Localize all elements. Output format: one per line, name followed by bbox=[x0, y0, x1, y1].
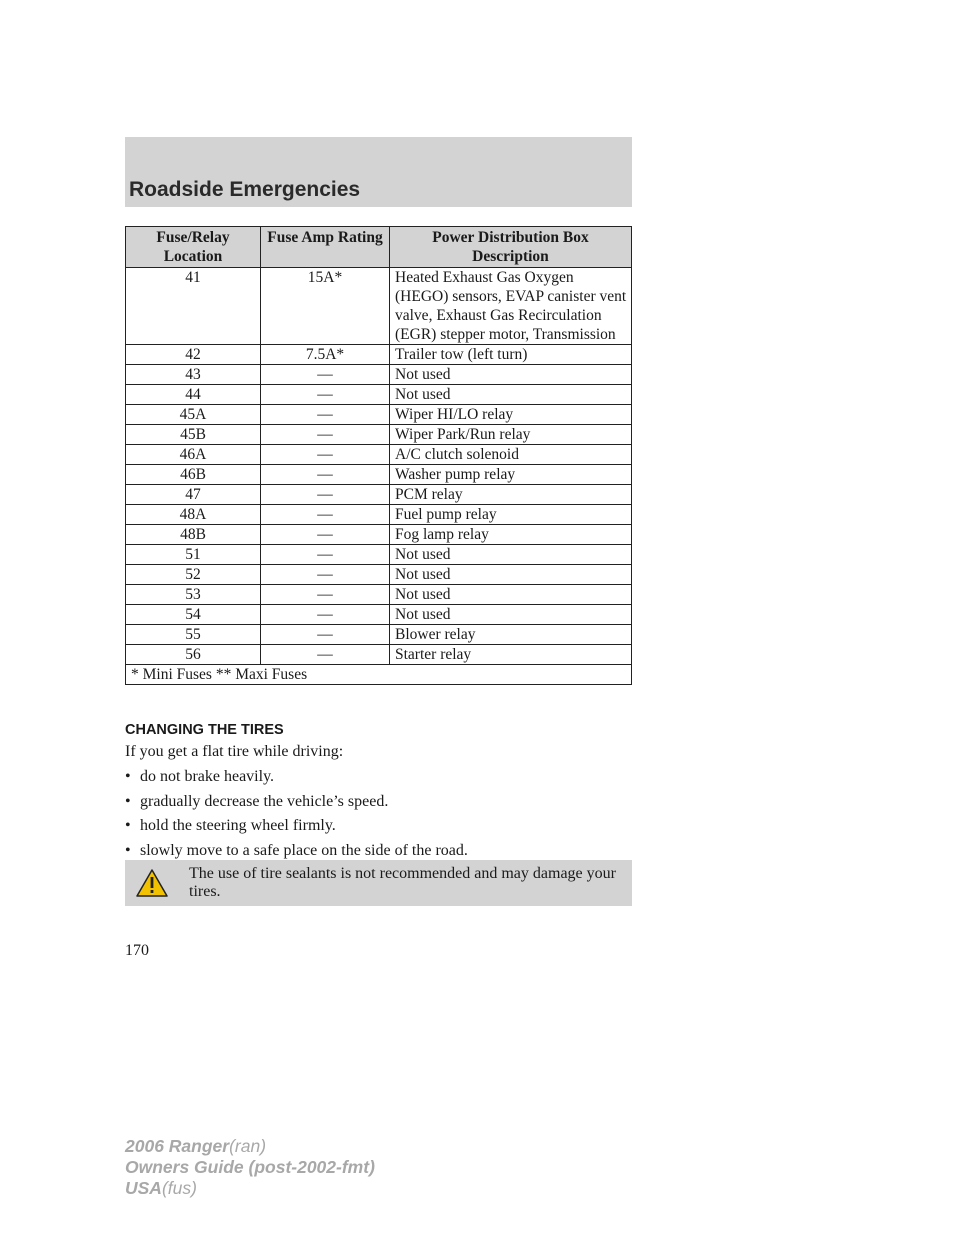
cell-location: 47 bbox=[126, 485, 261, 505]
changing-tires-heading: CHANGING THE TIRES bbox=[125, 722, 284, 738]
cell-amp-rating: — bbox=[261, 485, 390, 505]
table-row bbox=[126, 545, 632, 565]
table-footnote: * Mini Fuses ** Maxi Fuses bbox=[126, 665, 632, 685]
cell-location: 45B bbox=[126, 425, 261, 445]
table-row bbox=[126, 585, 632, 605]
cell-amp-rating: — bbox=[261, 625, 390, 645]
cell-location: 51 bbox=[126, 545, 261, 565]
bullet-text: hold the steering wheel firmly. bbox=[140, 817, 336, 834]
cell-location: 46A bbox=[126, 445, 261, 465]
bullet-icon: • bbox=[125, 768, 131, 785]
bullet-icon: • bbox=[125, 792, 131, 810]
cell-description: A/C clutch solenoid bbox=[390, 445, 632, 465]
cell-amp-rating: — bbox=[261, 505, 390, 525]
table-row bbox=[126, 385, 632, 405]
cell-amp-rating: — bbox=[261, 525, 390, 545]
table-row bbox=[126, 605, 632, 625]
document-footer bbox=[125, 1136, 375, 1199]
cell-amp-rating: 7.5A* bbox=[261, 345, 390, 365]
cell-amp-rating: — bbox=[261, 545, 390, 565]
cell-amp-rating: — bbox=[261, 605, 390, 625]
cell-description: Not used bbox=[390, 565, 632, 585]
cell-amp-rating: — bbox=[261, 365, 390, 385]
cell-amp-rating: — bbox=[261, 645, 390, 665]
cell-location: 54 bbox=[126, 605, 261, 625]
bullet-icon: • bbox=[125, 841, 131, 859]
list-item bbox=[125, 793, 468, 818]
footer-line-1: 2006 Ranger(ran) bbox=[125, 1136, 267, 1156]
cell-location: 56 bbox=[126, 645, 261, 665]
cell-amp-rating: — bbox=[261, 405, 390, 425]
table-footnote-row bbox=[126, 665, 632, 685]
cell-description: Wiper HI/LO relay bbox=[390, 405, 632, 425]
table-row bbox=[126, 565, 632, 585]
cell-location: 46B bbox=[126, 465, 261, 485]
bullet-list bbox=[125, 768, 468, 866]
bullet-text: slowly move to a safe place on the side of the road. bbox=[140, 841, 468, 859]
cell-location: 42 bbox=[126, 345, 261, 365]
cell-description: Fuel pump relay bbox=[390, 505, 632, 525]
cell-location: 55 bbox=[126, 625, 261, 645]
col-header-description: Power Distribution Box Description bbox=[390, 227, 632, 268]
bullet-text: do not brake heavily. bbox=[140, 768, 275, 785]
table-row bbox=[126, 485, 632, 505]
cell-description: Not used bbox=[390, 545, 632, 565]
section-header bbox=[125, 137, 632, 207]
cell-description: Not used bbox=[390, 605, 632, 625]
table-body bbox=[126, 268, 632, 665]
footer-line-3: USA(fus) bbox=[125, 1178, 197, 1198]
cell-location: 45A bbox=[126, 405, 261, 425]
cell-description: PCM relay bbox=[390, 485, 632, 505]
col-header-amp: Fuse Amp Rating bbox=[261, 227, 390, 268]
cell-description: Fog lamp relay bbox=[390, 525, 632, 545]
cell-amp-rating: 15A* bbox=[261, 268, 390, 345]
table-row bbox=[126, 625, 632, 645]
table-row bbox=[126, 345, 632, 365]
changing-tires-intro: If you get a flat tire while driving: bbox=[125, 743, 344, 760]
cell-amp-rating: — bbox=[261, 425, 390, 445]
table-row bbox=[126, 268, 632, 345]
cell-description: Not used bbox=[390, 365, 632, 385]
table-row bbox=[126, 425, 632, 445]
list-item bbox=[125, 817, 468, 842]
cell-description: Starter relay bbox=[390, 645, 632, 665]
cell-description: Wiper Park/Run relay bbox=[390, 425, 632, 445]
cell-amp-rating: — bbox=[261, 385, 390, 405]
cell-location: 41 bbox=[126, 268, 261, 345]
cell-description: Heated Exhaust Gas Oxygen (HEGO) sensors, EVAP canister vent valve, Exhaust Gas Recirculation (EGR) stepper motor, Transmission bbox=[390, 268, 632, 345]
cell-amp-rating: — bbox=[261, 585, 390, 605]
table-header-row bbox=[126, 227, 632, 268]
table-row bbox=[126, 645, 632, 665]
bullet-text: gradually decrease the vehicle’s speed. bbox=[140, 792, 389, 810]
cell-location: 52 bbox=[126, 565, 261, 585]
cell-amp-rating: — bbox=[261, 565, 390, 585]
footer-line-2: Owners Guide (post-2002-fmt) bbox=[125, 1157, 375, 1177]
cell-location: 48B bbox=[126, 525, 261, 545]
cell-description: Blower relay bbox=[390, 625, 632, 645]
list-item bbox=[125, 768, 468, 793]
cell-location: 44 bbox=[126, 385, 261, 405]
cell-description: Not used bbox=[390, 585, 632, 605]
cell-location: 48A bbox=[126, 505, 261, 525]
warning-text: The use of tire sealants is not recommended and may damage your tires. bbox=[189, 865, 616, 900]
warning-box bbox=[125, 860, 632, 906]
cell-description: Washer pump relay bbox=[390, 465, 632, 485]
bullet-icon: • bbox=[125, 817, 131, 834]
table-row bbox=[126, 505, 632, 525]
table-row bbox=[126, 525, 632, 545]
warning-triangle-icon bbox=[135, 868, 169, 898]
table-row bbox=[126, 465, 632, 485]
cell-location: 53 bbox=[126, 585, 261, 605]
table-row bbox=[126, 445, 632, 465]
table-row bbox=[126, 405, 632, 425]
cell-amp-rating: — bbox=[261, 465, 390, 485]
cell-location: 43 bbox=[126, 365, 261, 385]
cell-description: Trailer tow (left turn) bbox=[390, 345, 632, 365]
cell-amp-rating: — bbox=[261, 445, 390, 465]
fuse-table bbox=[125, 226, 632, 685]
cell-description: Not used bbox=[390, 385, 632, 405]
page-number: 170 bbox=[125, 942, 149, 959]
col-header-location: Fuse/Relay Location bbox=[126, 227, 261, 268]
table-row bbox=[126, 365, 632, 385]
section-title: Roadside Emergencies bbox=[129, 178, 361, 201]
